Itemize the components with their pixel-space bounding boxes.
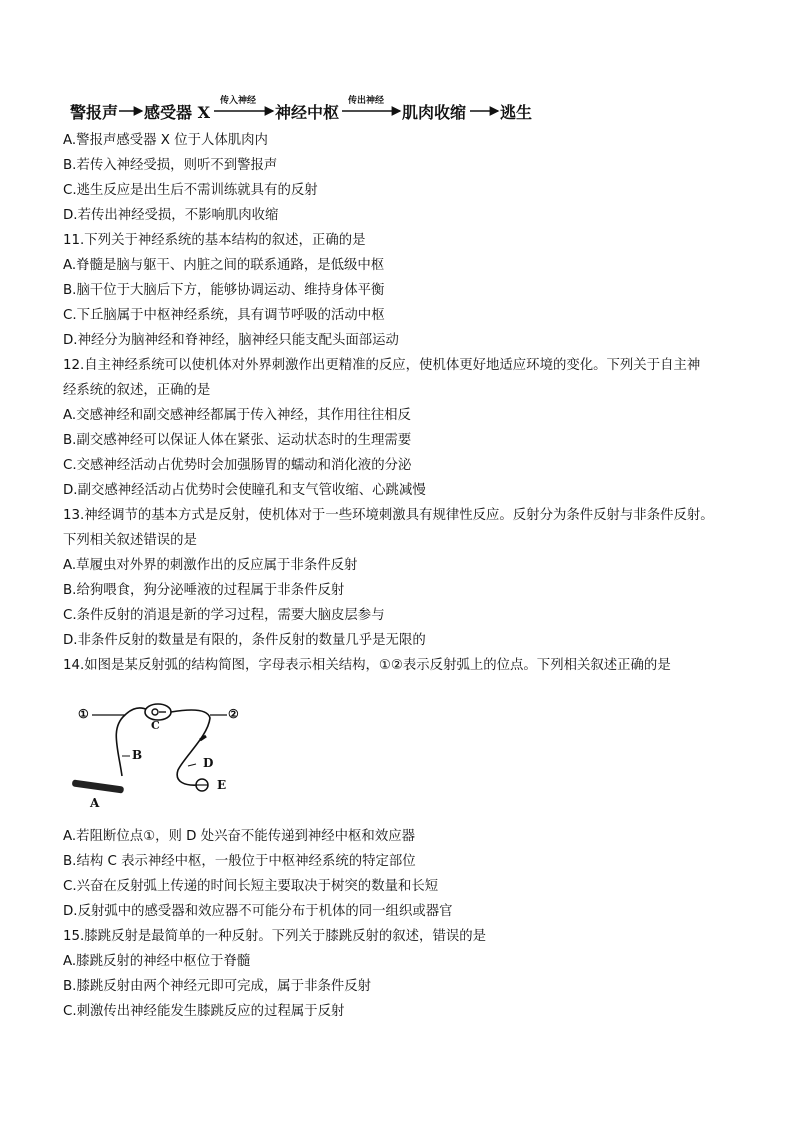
efferent-fiber <box>171 710 210 785</box>
label-d: D <box>203 756 214 770</box>
question-stem: 下列相关叙述错误的是 <box>63 533 197 548</box>
option-line: D.非条件反射的数量是有限的，条件反射的数量几乎是无限的 <box>63 633 426 648</box>
reflex-flow-diagram <box>70 92 540 126</box>
option-line: A.若阻断位点①，则 D 处兴奋不能传递到神经中枢和效应器 <box>63 829 415 844</box>
flow-label-efferent: 传出神经 <box>348 96 385 106</box>
question-stem: 11.下列关于神经系统的基本结构的叙述，正确的是 <box>63 233 366 248</box>
option-line: D.若传出神经受损，不影响肌肉收缩 <box>63 208 279 223</box>
label-a: A <box>90 796 100 810</box>
option-line: B.膝跳反射由两个神经元即可完成，属于非条件反射 <box>63 979 372 994</box>
flow-label-afferent: 传入神经 <box>220 96 257 106</box>
label-c: C <box>151 719 160 732</box>
option-line: C.刺激传出神经能发生膝跳反应的过程属于反射 <box>63 1004 345 1019</box>
question-stem: 经系统的叙述，正确的是 <box>63 383 211 398</box>
option-line: B.结构 C 表示神经中枢，一般位于中枢神经系统的特定部位 <box>63 854 416 869</box>
flow-node-muscle: 肌肉收缩 <box>402 103 467 122</box>
option-line: B.给狗喂食，狗分泌唾液的过程属于非条件反射 <box>63 583 345 598</box>
flow-node-receptor: 感受器 X <box>144 103 210 122</box>
option-line: C.下丘脑属于中枢神经系统，具有调节呼吸的活动中枢 <box>63 308 385 323</box>
option-line: D.副交感神经活动占优势时会使瞳孔和支气管收缩、心跳减慢 <box>63 483 426 498</box>
option-line: C.兴奋在反射弧上传递的时间长短主要取决于树突的数量和长短 <box>63 879 439 894</box>
option-line: A.草履虫对外界的刺激作出的反应属于非条件反射 <box>63 558 358 573</box>
label-b: B <box>132 748 143 762</box>
afferent-fiber <box>116 708 148 776</box>
label-e: E <box>217 778 227 792</box>
question-stem: 13.神经调节的基本方式是反射，使机体对于一些环境刺激具有规律性反应。反射分为条件反射与非条件反射。 <box>63 508 714 523</box>
label-point-1: ① <box>78 707 89 721</box>
option-line: C.条件反射的消退是新的学习过程，需要大脑皮层参与 <box>63 608 385 623</box>
flow-node-escape: 逃生 <box>500 103 533 122</box>
reflex-arc-diagram <box>70 688 260 818</box>
label-point-2: ② <box>228 707 239 721</box>
question-stem: 12.自主神经系统可以使机体对外界刺激作出更精准的反应，使机体更好地适应环境的变化。下列关于自主神 <box>63 358 701 373</box>
option-line: B.若传入神经受损，则听不到警报声 <box>63 158 278 173</box>
flow-node-alarm: 警报声 <box>70 103 119 122</box>
option-line: C.逃生反应是出生后不需训练就具有的反射 <box>63 183 318 198</box>
option-line: B.副交感神经可以保证人体在紧张、运动状态时的生理需要 <box>63 433 412 448</box>
option-line: B.脑干位于大脑后下方，能够协调运动、维持身体平衡 <box>63 283 385 298</box>
option-line: A.警报声感受器 X 位于人体肌肉内 <box>63 133 268 148</box>
flow-node-center: 神经中枢 <box>275 103 340 122</box>
option-line: A.膝跳反射的神经中枢位于脊髓 <box>63 954 251 969</box>
question-stem: 15.膝跳反射是最简单的一种反射。下列关于膝跳反射的叙述，错误的是 <box>63 929 487 944</box>
receptor-a <box>72 779 124 793</box>
question-stem: 14.如图是某反射弧的结构简图，字母表示相关结构，①②表示反射弧上的位点。下列相关叙述正确的是 <box>63 658 671 673</box>
option-line: C.交感神经活动占优势时会加强肠胃的蠕动和消化液的分泌 <box>63 458 412 473</box>
option-line: A.交感神经和副交感神经都属于传入神经，其作用往往相反 <box>63 408 411 423</box>
small-branch <box>200 736 206 740</box>
option-line: A.脊髓是脑与躯干、内脏之间的联系通路，是低级中枢 <box>63 258 385 273</box>
option-line: D.神经分为脑神经和脊神经，脑神经只能支配头面部运动 <box>63 333 399 348</box>
option-line: D.反射弧中的感受器和效应器不可能分布于机体的同一组织或器官 <box>63 904 453 919</box>
